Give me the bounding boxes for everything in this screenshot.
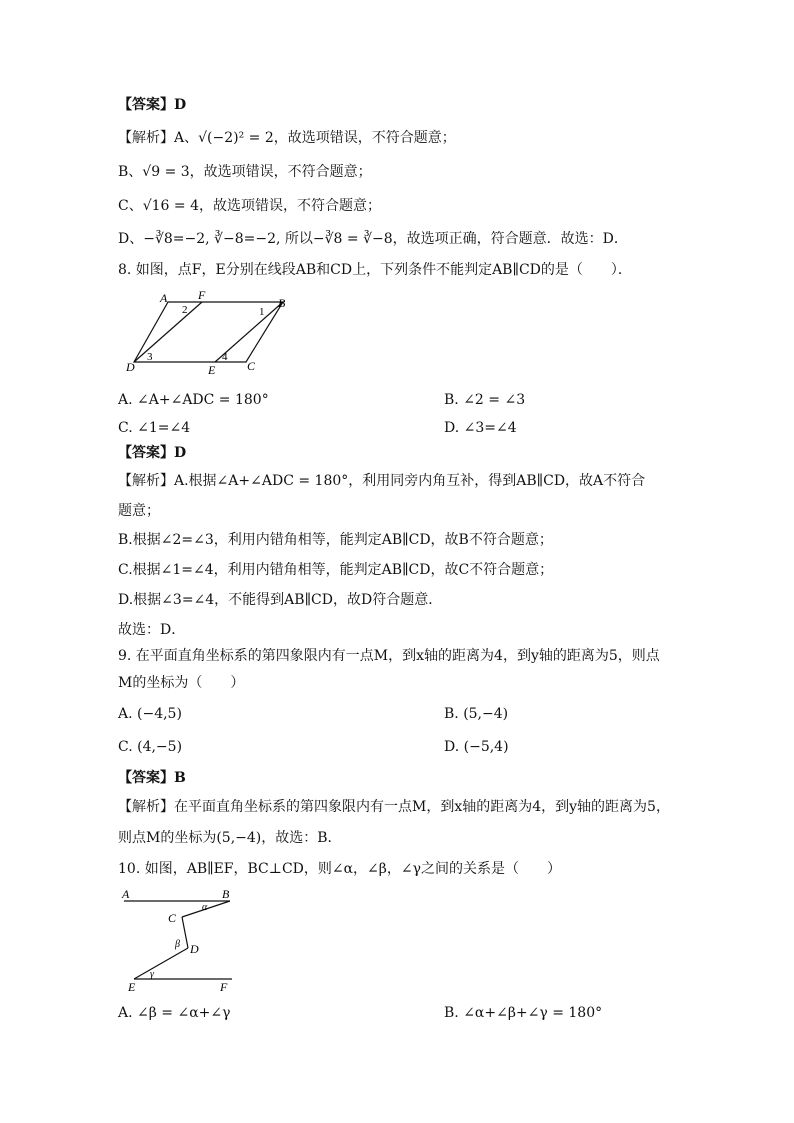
q8-analysis-line-2: 题意； — [118, 503, 160, 519]
q9-option-a: A. (−4,5) — [118, 706, 182, 722]
q8-analysis-line-1: 【解析】A.根据∠A+∠ADC = 180°，利用同旁内角互补，得到AB∥CD，故A不符合 — [118, 473, 646, 489]
angle-label-4: 4 — [222, 351, 228, 363]
label-c: C — [247, 359, 256, 373]
q8-option-b: B. ∠2 = ∠3 — [444, 392, 526, 408]
q9-option-d: D. (−5,4) — [444, 739, 509, 755]
q8-option-a: A. ∠A+∠ADC = 180° — [118, 392, 269, 408]
angle-gamma: γ — [150, 969, 154, 980]
label-f: F — [220, 980, 228, 994]
q7-answer: 【答案】D — [118, 97, 187, 113]
q8-stem: 8. 如图，点F，E分别在线段AB和CD上，下列条件不能判定AB∥CD的是（ ）． — [118, 262, 632, 278]
q9-option-c: C. (4,−5) — [118, 739, 183, 755]
q7-analysis-line-4: D、−∛8=−2, ∛−8=−2, 所以−∛8 = ∛−8，故选项正确，符合题意．故选：D． — [118, 231, 628, 247]
q8-answer: 【答案】D — [118, 445, 187, 461]
segment-de — [134, 948, 188, 979]
q9-answer: 【答案】B — [118, 770, 186, 786]
label-d: D — [126, 360, 135, 374]
q8-option-c: C. ∠1=∠4 — [118, 420, 191, 436]
segment-fd — [134, 302, 202, 362]
label-a: A — [122, 887, 130, 901]
label-a: A — [160, 291, 168, 305]
angle-label-3: 3 — [147, 351, 153, 363]
angle-alpha: α — [202, 902, 208, 913]
q8-analysis-line-6: 故选：D． — [118, 622, 186, 638]
q7-analysis-line-1: 【解析】A、√(−2)² = 2，故选项错误，不符合题意； — [118, 130, 456, 146]
q10-stem: 10. 如图，AB∥EF，BC⊥CD，则∠α，∠β，∠γ之间的关系是（ ） — [118, 861, 561, 877]
q7-analysis-line-2: B、√9 = 3，故选项错误，不符合题意； — [118, 164, 372, 180]
q10-option-b: B. ∠α+∠β+∠γ = 180° — [444, 1005, 603, 1021]
label-d: D — [190, 942, 199, 956]
label-b: B — [278, 296, 286, 310]
q8-analysis-line-4: C.根据∠1=∠4，利用内错角相等，能判定AB∥CD，故C不符合题意； — [118, 562, 554, 578]
q8-parallelogram-figure — [118, 288, 298, 378]
q9-stem-line-1: 9. 在平面直角坐标系的第四象限内有一点M，到x轴的距离为4，到y轴的距离为5，则点 — [118, 648, 660, 664]
angle-label-1: 1 — [259, 306, 265, 318]
angle-label-2: 2 — [182, 304, 188, 316]
q9-stem-line-2: M的坐标为（ ） — [118, 675, 245, 691]
q7-analysis-line-3: C、√16 = 4，故选项错误，不符合题意； — [118, 198, 381, 214]
segment-cd — [182, 917, 188, 948]
label-e: E — [208, 363, 216, 377]
label-b: B — [222, 887, 230, 901]
q10-option-a: A. ∠β = ∠α+∠γ — [118, 1005, 231, 1021]
q9-option-b: B. (5,−4) — [444, 706, 509, 722]
q9-analysis-line-1: 【解析】在平面直角坐标系的第四象限内有一点M，到x轴的距离为4，到y轴的距离为5， — [118, 799, 670, 815]
q9-analysis-line-2: 则点M的坐标为(5,−4)，故选：B． — [118, 830, 342, 846]
angle-beta: β — [175, 939, 180, 950]
label-e: E — [128, 980, 136, 994]
q8-analysis-line-3: B.根据∠2=∠3，利用内错角相等，能判定AB∥CD，故B不符合题意； — [118, 532, 553, 548]
q8-analysis-line-5: D.根据∠3=∠4，不能得到AB∥CD，故D符合题意． — [118, 592, 443, 608]
q10-parallel-lines-figure — [118, 884, 248, 994]
label-c: C — [168, 911, 177, 925]
label-f: F — [198, 288, 206, 302]
q8-option-d: D. ∠3=∠4 — [444, 420, 517, 436]
